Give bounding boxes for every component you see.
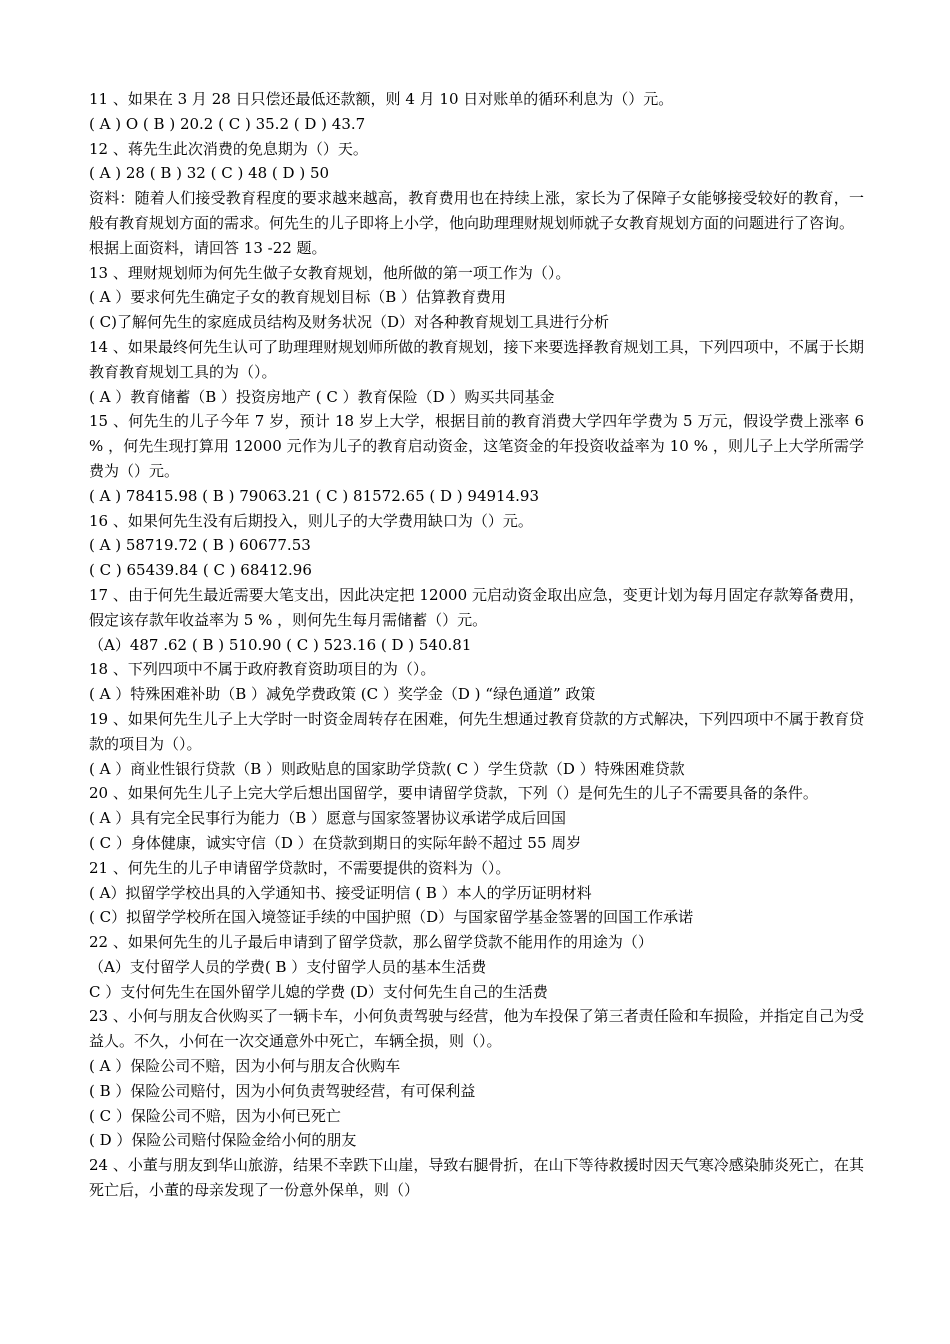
question-17: 17 、由于何先生最近需要大笔支出，因此决定把 12000 元启动资金取出应急，变更计划为每月固定存款筹备费用，假定该存款年收益率为 5 % ，则何先生每月需储蓄（）元。 bbox=[89, 585, 864, 629]
question-23-option-b: ( B ）保险公司赔付，因为小何负责驾驶经营，有可保利益 bbox=[89, 1081, 476, 1100]
question-13-options-cd: ( C)了解何先生的家庭成员结构及财务状况（D）对各种教育规划工具进行分析 bbox=[89, 313, 609, 332]
question-12-options: ( A ) 28 ( B ) 32 ( C ) 48 ( D ) 50 bbox=[89, 164, 330, 183]
question-11-options: ( A ) O ( B ) 20.2 ( C ) 35.2 ( D ) 43.7 bbox=[89, 114, 366, 133]
question-12: 12 、蒋先生此次消费的免息期为（）天。 bbox=[89, 139, 368, 158]
question-16: 16 、如果何先生没有后期投入，则儿子的大学费用缺口为（）元。 bbox=[89, 511, 533, 530]
question-23-option-d: ( D ）保险公司赔付保险金给小何的朋友 bbox=[89, 1131, 357, 1150]
question-20-options-cd: ( C ）身体健康，诚实守信（D ）在贷款到期日的实际年龄不超过 55 周岁 bbox=[89, 833, 582, 852]
question-18-options: ( A ）特殊困难补助（B ）减免学费政策 (C ）奖学金（D ) “绿色通道” 政策 bbox=[89, 685, 596, 704]
question-13: 13 、理财规划师为何先生做子女教育规划，他所做的第一项工作为（）。 bbox=[89, 263, 571, 282]
question-19-options: ( A ）商业性银行贷款（B ）则政贴息的国家助学贷款( C ）学生贷款（D ）特殊困难贷款 bbox=[89, 759, 685, 778]
question-14-options: ( A ）教育储蓄（B ）投资房地产 ( C ）教育保险（D ）购买共同基金 bbox=[89, 387, 555, 406]
case-instruction: 根据上面资料，请回答 13 -22 题。 bbox=[89, 238, 327, 257]
question-21-options-ab: ( A）拟留学学校出具的入学通知书、接受证明信 ( B ）本人的学历证明材料 bbox=[89, 883, 592, 902]
question-20: 20 、如果何先生儿子上完大学后想出国留学，要申请留学贷款，下列（）是何先生的儿子不需要具备的条件。 bbox=[89, 784, 818, 803]
question-14: 14 、如果最终何先生认可了助理理财规划师所做的教育规划，接下来要选择教育规划工具，下列四项中，不属于长期教育教育规划工具的为（）。 bbox=[89, 337, 864, 381]
question-13-options-ab: ( A ）要求何先生确定子女的教育规划目标（B ）估算教育费用 bbox=[89, 288, 507, 307]
question-17-options: （A）487 .62 ( B ) 510.90 ( C ) 523.16 ( D ) 540.81 bbox=[89, 635, 472, 654]
question-16-options-ab: ( A ) 58719.72 ( B ) 60677.53 bbox=[89, 536, 311, 555]
question-24: 24 、小董与朋友到华山旅游，结果不幸跌下山崖，导致右腿骨折，在山下等待救援时因天气寒冷感染肺炎死亡，在其死亡后，小董的母亲发现了一份意外保单，则（） bbox=[89, 1156, 864, 1200]
question-18: 18 、下列四项中不属于政府教育资助项目的为（）。 bbox=[89, 660, 436, 679]
question-21: 21 、何先生的儿子申请留学贷款时，不需要提供的资料为（）。 bbox=[89, 858, 511, 877]
question-20-options-ab: ( A ）具有完全民事行为能力（B ）愿意与国家签署协议承诺学成后回国 bbox=[89, 809, 567, 828]
question-11: 11 、如果在 3 月 28 日只偿还最低还款额，则 4 月 10 日对账单的循环利息为（）元。 bbox=[89, 90, 674, 108]
question-22-options-cd: C ）支付何先生在国外留学儿媳的学费 (D）支付何先生自己的生活费 bbox=[89, 982, 548, 1001]
document-body bbox=[89, 87, 864, 1203]
case-material: 资料：随着人们接受教育程度的要求越来越高，教育费用也在持续上涨，家长为了保障子女能够接受较好的教育，一般有教育规划方面的需求。何先生的儿子即将上小学，他向助理理财规划师就子女教育规划方面的问题进行了咨询。 bbox=[89, 189, 864, 232]
question-15: 15 、何先生的儿子今年 7 岁，预计 18 岁上大学，根据目前的教育消费大学四年学费为 5 万元，假设学费上涨率 6 % ，何先生现打算用 12000 元作为儿子的教育启动资金，这笔资金的年投资收益率为 10 % ，则儿子上大学所需学费为（）元。 bbox=[89, 412, 864, 480]
question-22-options-ab: （A）支付留学人员的学费( B ）支付留学人员的基本生活费 bbox=[89, 957, 487, 976]
question-23: 23 、小何与朋友合伙购买了一辆卡车，小何负责驾驶与经营，他为车投保了第三者责任险和车损险，并指定自己为受益人。不久，小何在一次交通意外中死亡，车辆全损，则（）。 bbox=[89, 1007, 864, 1051]
question-21-options-cd: ( C）拟留学学校所在国入境签证手续的中国护照（D）与国家留学基金签署的回国工作承诺 bbox=[89, 908, 694, 927]
question-22: 22 、如果何先生的儿子最后申请到了留学贷款，那么留学贷款不能用作的用途为（） bbox=[89, 933, 653, 952]
question-19: 19 、如果何先生儿子上大学时一时资金周转存在困难，何先生想通过教育贷款的方式解决，下列四项中不属于教育贷款的项目为（）。 bbox=[89, 709, 864, 753]
question-23-option-c: ( C ）保险公司不赔，因为小何已死亡 bbox=[89, 1106, 341, 1125]
question-16-options-cd: ( C ) 65439.84 ( C ) 68412.96 bbox=[89, 561, 312, 580]
question-23-option-a: ( A ）保险公司不赔，因为小何与朋友合伙购车 bbox=[89, 1057, 401, 1076]
question-15-options: ( A ) 78415.98 ( B ) 79063.21 ( C ) 81572.65 ( D ) 94914.93 bbox=[89, 486, 539, 505]
